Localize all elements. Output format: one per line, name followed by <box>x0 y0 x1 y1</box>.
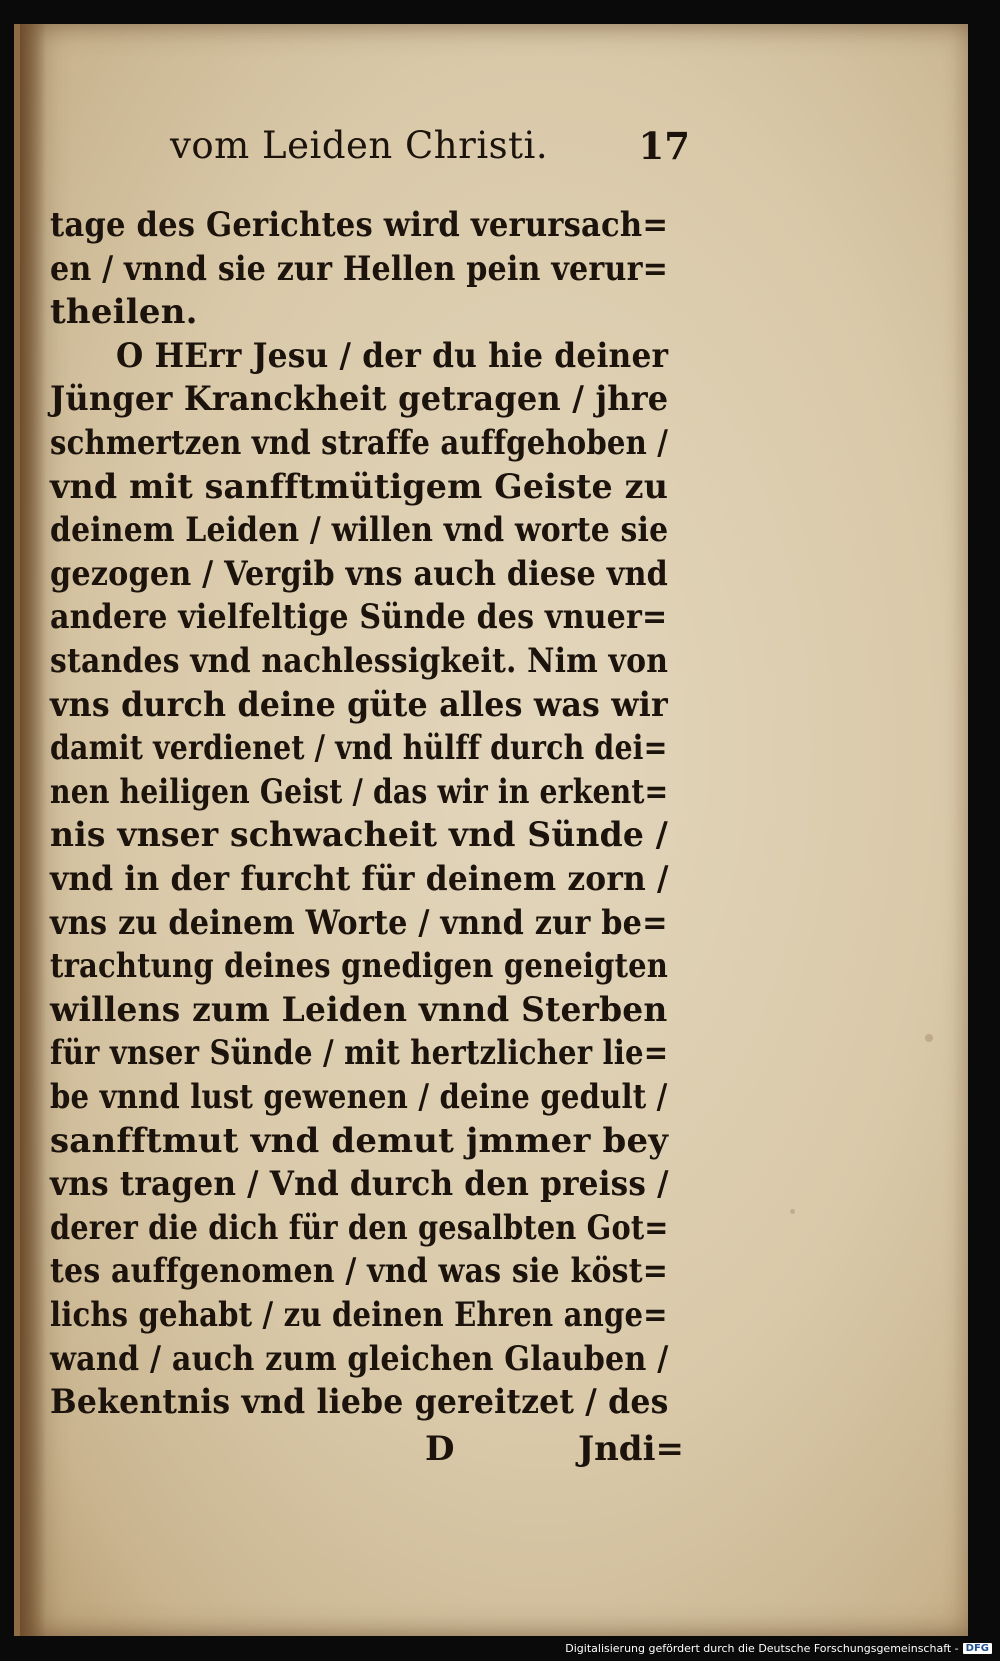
text-line: vns zu deinem Worte / vnnd zur be= <box>50 902 668 943</box>
text-line: damit verdienet / vnd hülff durch dei= <box>50 728 668 769</box>
credit-text: Digitalisierung gefördert durch die Deutsche Forschungsgemeinschaft - <box>565 1642 959 1655</box>
text-line: derer die dich für den gesalbten Got= <box>50 1207 669 1248</box>
text-line: vnd mit sanfftmütigem Geiste zu <box>50 466 669 507</box>
page-gutter <box>20 24 46 1636</box>
text-line: deinem Leiden / willen vnd worte sie <box>50 510 669 551</box>
text-line: be vnnd lust gewenen / deine gedult / <box>50 1077 668 1117</box>
running-title: vom Leiden Christi. <box>170 124 549 167</box>
text-line: Bekentnis vnd liebe gereitzet / des <box>50 1382 669 1423</box>
digitization-credit <box>565 1642 992 1655</box>
text-line: für vnser Sünde / mit hertzlicher lie= <box>50 1033 669 1074</box>
signature-mark: D <box>425 1429 455 1469</box>
text-line: Jünger Kranckheit getragen / jhre <box>50 379 669 420</box>
text-line: nen heiligen Geist / das wir in erkent= <box>50 771 669 812</box>
text-line: willens zum Leiden vnnd Sterben <box>50 989 668 1030</box>
text-line: vns durch deine güte alles was wir <box>50 684 668 725</box>
text-line: gezogen / Vergib vns auch diese vnd <box>50 553 668 594</box>
text-line: schmertzen vnd straffe auffgehoben / <box>50 423 669 463</box>
text-line: tage des Gerichtes wird verursach= <box>50 205 669 245</box>
page-number: 17 <box>638 124 690 168</box>
dfg-logo-icon: DFG <box>963 1643 992 1654</box>
text-line: lichs gehabt / zu deinen Ehren ange= <box>50 1295 668 1335</box>
foxing-spot <box>925 1034 933 1042</box>
text-line: vnd in der furcht für deinem zorn / <box>50 859 669 899</box>
book-page <box>14 24 968 1636</box>
text-line: trachtung deines gnedigen geneigten <box>50 946 669 987</box>
text-line: standes vnd nachlessigkeit. Nim von <box>50 641 669 681</box>
running-head <box>170 124 690 180</box>
text-line: en / vnnd sie zur Hellen pein verur= <box>50 248 669 289</box>
catchword: Jndi= <box>578 1429 684 1469</box>
text-line: theilen. <box>50 292 198 333</box>
text-line: andere vielfeltige Sünde des vnuer= <box>50 597 668 638</box>
text-line: nis vnser schwacheit vnd Sünde / <box>50 815 669 856</box>
text-line: sanfftmut vnd demut jmmer bey <box>50 1120 669 1161</box>
foxing-spot <box>790 1209 795 1214</box>
text-line: O HErr Jesu / der du hie deiner <box>116 335 669 376</box>
text-line: wand / auch zum gleichen Glauben / <box>50 1338 669 1379</box>
text-line: tes auffgenomen / vnd was sie köst= <box>50 1251 669 1292</box>
text-line: vns tragen / Vnd durch den preiss / <box>50 1164 669 1205</box>
